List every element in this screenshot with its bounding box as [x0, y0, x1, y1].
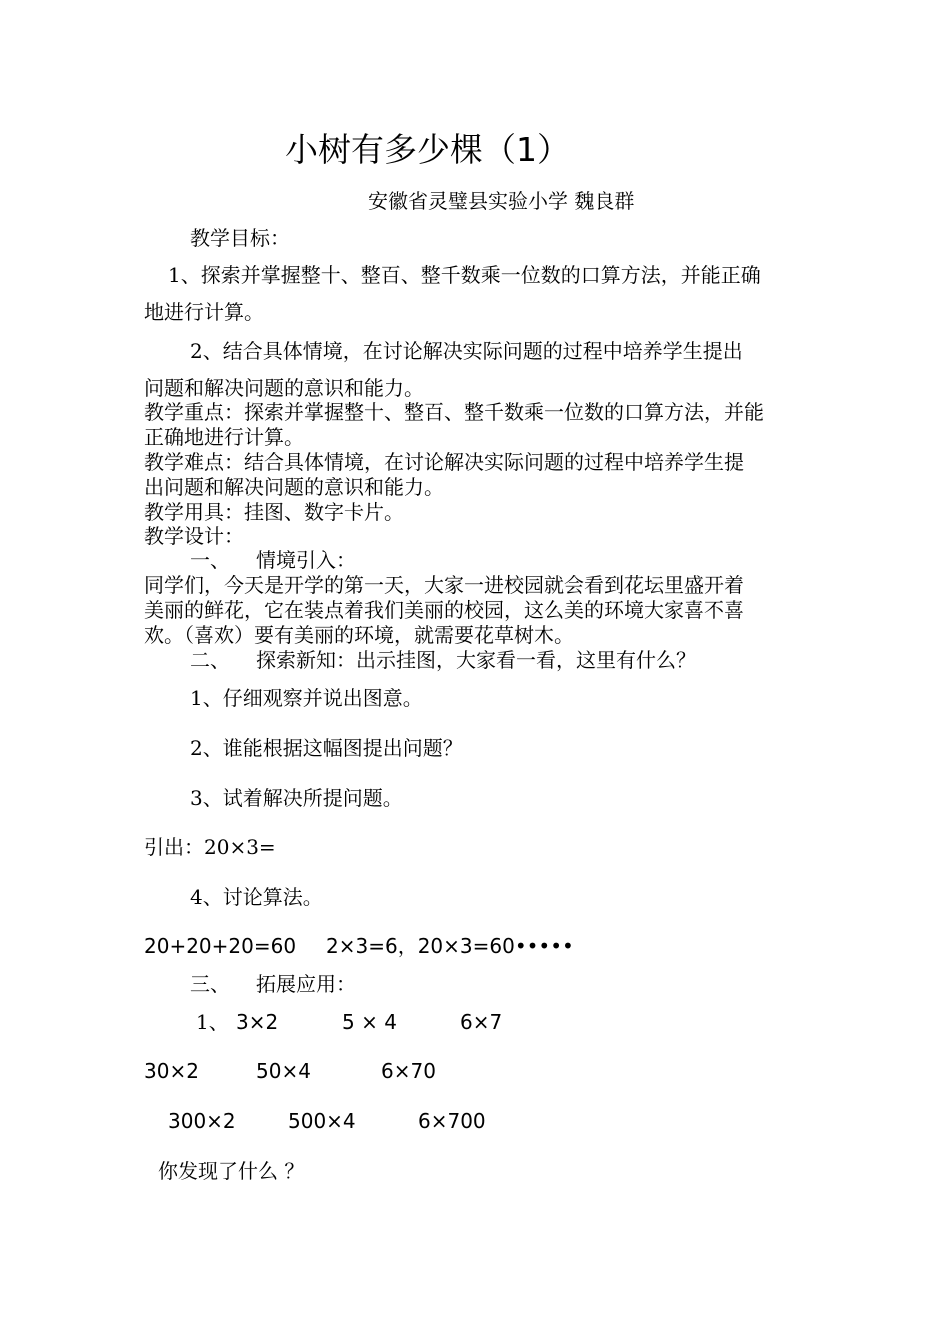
author-line: 安徽省灵璧县实验小学 魏良群 — [368, 189, 635, 213]
lead-out-line: 引出：20×3= — [144, 835, 276, 859]
step-1: 1、仔细观察并说出图意。 — [190, 686, 423, 710]
method-b: 2×3=6，20×3=60••••• — [326, 934, 574, 958]
exercise-item: 6×700 — [418, 1109, 486, 1133]
exercise-item: 30×2 — [144, 1059, 199, 1083]
exercise-item: 6×70 — [381, 1059, 436, 1083]
exercise-item: 300×2 — [168, 1109, 236, 1133]
exercise-item: 50×4 — [256, 1059, 311, 1083]
closing-question: 你发现了什么 ？ — [158, 1159, 305, 1183]
intro-line-1: 同学们，今天是开学的第一天，大家一进校园就会看到花坛里盛开着 — [144, 573, 744, 597]
intro-line-3: 欢。（喜欢）要有美丽的环境，就需要花草树木。 — [144, 623, 574, 647]
objective-1-line-1: 1、探索并掌握整十、整百、整千数乘一位数的口算方法，并能正确 — [168, 263, 761, 287]
section-2-number: 二、 — [190, 648, 230, 672]
document-title: 小树有多少棵（1） — [285, 130, 570, 169]
step-3: 3、试着解决所提问题。 — [190, 786, 403, 810]
section-2-title: 探索新知：出示挂图，大家看一看，这里有什么？ — [256, 648, 696, 672]
step-4: 4、讨论算法。 — [190, 885, 323, 909]
section-1-title: 情境引入： — [256, 548, 356, 572]
objective-2-line-1: 2、结合具体情境，在讨论解决实际问题的过程中培养学生提出 — [190, 339, 743, 363]
exercise-row-1-label: 1、 — [196, 1010, 229, 1034]
key-point-line-1: 教学重点：探索并掌握整十、整百、整千数乘一位数的口算方法，并能 — [144, 400, 764, 424]
difficulty-line-1: 教学难点：结合具体情境，在讨论解决实际问题的过程中培养学生提 — [144, 450, 744, 474]
difficulty-line-2: 出问题和解决问题的意识和能力。 — [144, 475, 444, 499]
exercise-item: 5 × 4 — [342, 1010, 397, 1034]
objectives-heading: 教学目标： — [190, 226, 290, 250]
tools-line: 教学用具：挂图、数字卡片。 — [144, 500, 404, 524]
design-heading: 教学设计： — [144, 524, 244, 548]
objective-2-line-2: 问题和解决问题的意识和能力。 — [144, 376, 424, 400]
section-3-title: 拓展应用： — [256, 972, 356, 996]
section-1-number: 一、 — [190, 548, 230, 572]
exercise-item: 3×2 — [236, 1010, 279, 1034]
section-3-number: 三、 — [190, 972, 230, 996]
intro-line-2: 美丽的鲜花，它在装点着我们美丽的校园，这么美的环境大家喜不喜 — [144, 598, 744, 622]
key-point-line-2: 正确地进行计算。 — [144, 425, 304, 449]
exercise-item: 6×7 — [460, 1010, 503, 1034]
method-a: 20+20+20=60 — [144, 934, 297, 958]
objective-1-line-2: 地进行计算。 — [144, 300, 264, 324]
exercise-item: 500×4 — [288, 1109, 356, 1133]
step-2: 2、谁能根据这幅图提出问题？ — [190, 736, 463, 760]
